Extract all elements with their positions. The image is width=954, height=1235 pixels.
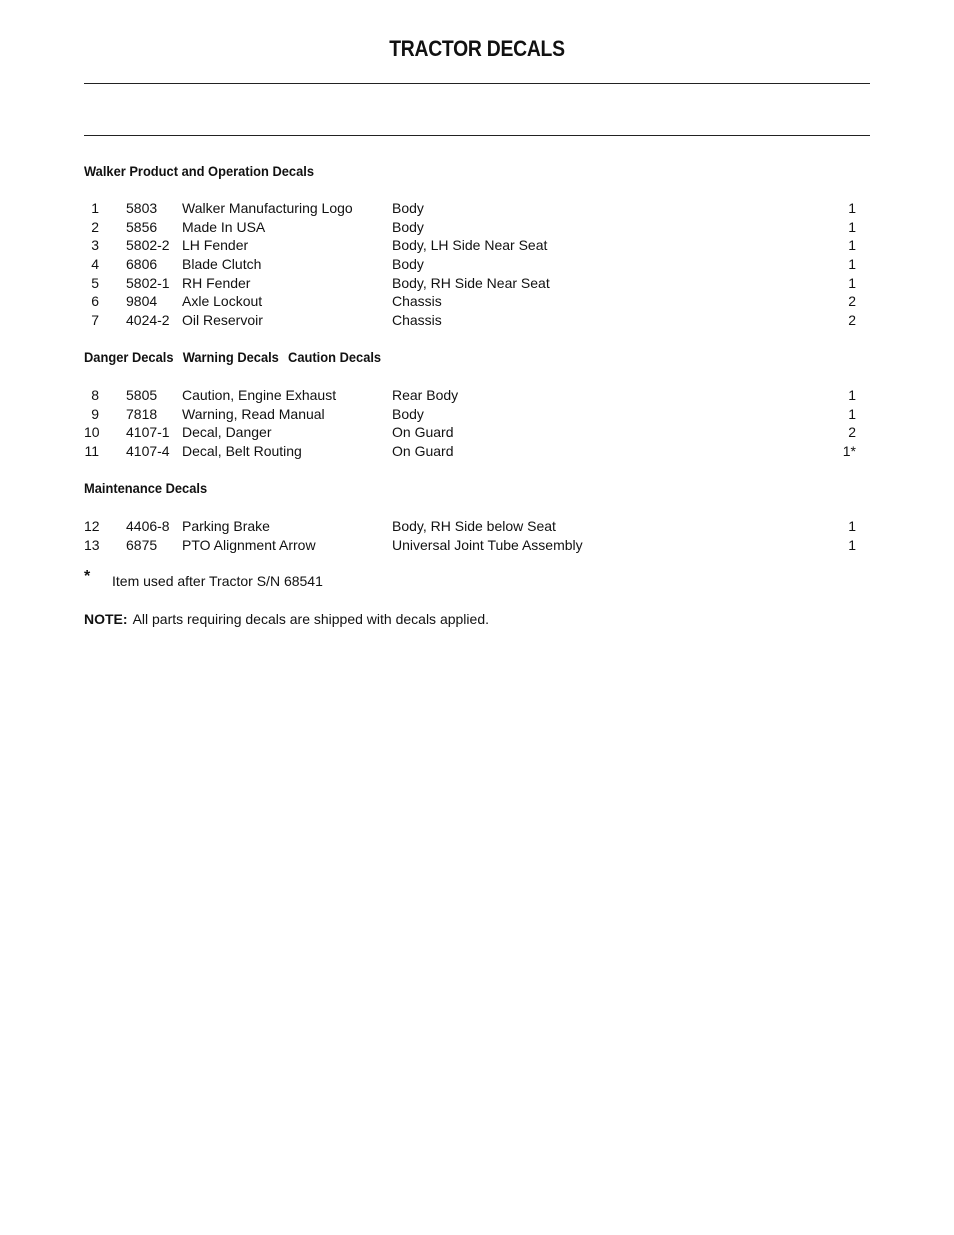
part-number: 4107-1: [126, 424, 170, 441]
part-number: 4107-4: [126, 443, 170, 460]
part-number: 5802-1: [126, 274, 170, 291]
location: Chassis: [392, 293, 442, 310]
quantity: 2: [848, 293, 856, 310]
ref-number: 3: [91, 237, 99, 254]
description: Decal, Danger: [182, 424, 272, 441]
page-title: TRACTOR DECALS: [389, 36, 565, 61]
description: Decal, Belt Routing: [182, 443, 302, 460]
table-row: [84, 536, 870, 555]
quantity: 2: [848, 312, 856, 329]
location: On Guard: [392, 443, 454, 460]
section-heading-safety: [84, 349, 381, 365]
quantity: 1: [848, 200, 856, 216]
table-row: [84, 517, 870, 536]
location: Chassis: [392, 312, 442, 329]
location: Body: [392, 405, 424, 422]
heading-warning: Warning Decals: [182, 349, 279, 365]
location: Body: [392, 256, 424, 273]
part-number: 6875: [126, 536, 158, 553]
ref-number: 11: [84, 443, 99, 460]
table-row: [84, 386, 870, 405]
ref-number: 7: [91, 312, 99, 329]
location: Universal Joint Tube Assembly: [392, 536, 583, 553]
section-heading-maintenance: Maintenance Decals: [84, 480, 208, 496]
ref-number: 10: [84, 424, 100, 441]
ref-number: 9: [91, 405, 99, 422]
part-number: 6806: [126, 256, 158, 273]
quantity: 1: [848, 536, 856, 553]
description: Parking Brake: [182, 518, 270, 534]
quantity: 1*: [842, 443, 856, 460]
description: Oil Reservoir: [182, 312, 263, 329]
description: Warning, Read Manual: [182, 405, 325, 422]
ref-number: 6: [91, 293, 99, 310]
table-row: [84, 311, 870, 330]
note: [84, 611, 489, 627]
section-heading-product: Walker Product and Operation Decals: [84, 163, 314, 179]
table-row: [84, 218, 870, 237]
maintenance-decal-list: [84, 517, 870, 554]
part-number: 7818: [126, 405, 158, 422]
location: Body, RH Side Near Seat: [392, 274, 550, 291]
second-divider: [84, 135, 870, 136]
quantity: 1: [848, 256, 856, 273]
part-number: 5856: [126, 218, 158, 235]
part-number: 9804: [126, 293, 158, 310]
footnote-symbol: *: [84, 568, 91, 585]
description: Walker Manufacturing Logo: [182, 200, 353, 216]
product-decal-list: [84, 199, 870, 330]
ref-number: 12: [84, 518, 100, 534]
ref-number: 13: [84, 536, 100, 553]
description: LH Fender: [182, 237, 249, 254]
location: On Guard: [392, 424, 454, 441]
footnote-text: Item used after Tractor S/N 68541: [112, 573, 323, 589]
table-row: [84, 405, 870, 424]
location: Body, LH Side Near Seat: [392, 237, 548, 254]
ref-number: 5: [91, 274, 99, 291]
ref-number: 2: [91, 218, 99, 235]
description: Blade Clutch: [182, 256, 262, 273]
location: Body: [392, 200, 424, 216]
description: Caution, Engine Exhaust: [182, 387, 337, 403]
table-row: [84, 236, 870, 255]
top-divider: [84, 83, 870, 84]
ref-number: 1: [91, 200, 99, 216]
quantity: 1: [848, 405, 856, 422]
quantity: 1: [848, 387, 856, 403]
safety-decal-list: [84, 386, 870, 461]
location: Rear Body: [392, 387, 459, 403]
part-number: 4406-8: [126, 518, 170, 534]
note-text: All parts requiring decals are shipped with decals applied.: [132, 611, 489, 627]
table-row: [84, 292, 870, 311]
note-label: NOTE:: [84, 611, 128, 627]
table-row: [84, 255, 870, 274]
table-row: [84, 423, 870, 442]
location: Body, RH Side below Seat: [392, 518, 556, 534]
description: Axle Lockout: [182, 293, 263, 310]
quantity: 1: [848, 274, 856, 291]
description: RH Fender: [182, 274, 251, 291]
quantity: 1: [848, 237, 856, 254]
description: Made In USA: [182, 218, 266, 235]
location: Body: [392, 218, 424, 235]
heading-danger: Danger Decals: [84, 349, 174, 365]
ref-number: 8: [91, 387, 99, 403]
heading-caution: Caution Decals: [288, 349, 382, 365]
quantity: 1: [848, 518, 856, 534]
table-row: [84, 199, 870, 218]
table-row: [84, 274, 870, 293]
part-number: 5803: [126, 200, 158, 216]
part-number: 4024-2: [126, 312, 170, 329]
part-number: 5802-2: [126, 237, 170, 254]
quantity: 1: [848, 218, 856, 235]
quantity: 2: [848, 424, 856, 441]
ref-number: 4: [91, 256, 99, 273]
description: PTO Alignment Arrow: [182, 536, 316, 553]
part-number: 5805: [126, 387, 158, 403]
table-row: [84, 442, 870, 461]
